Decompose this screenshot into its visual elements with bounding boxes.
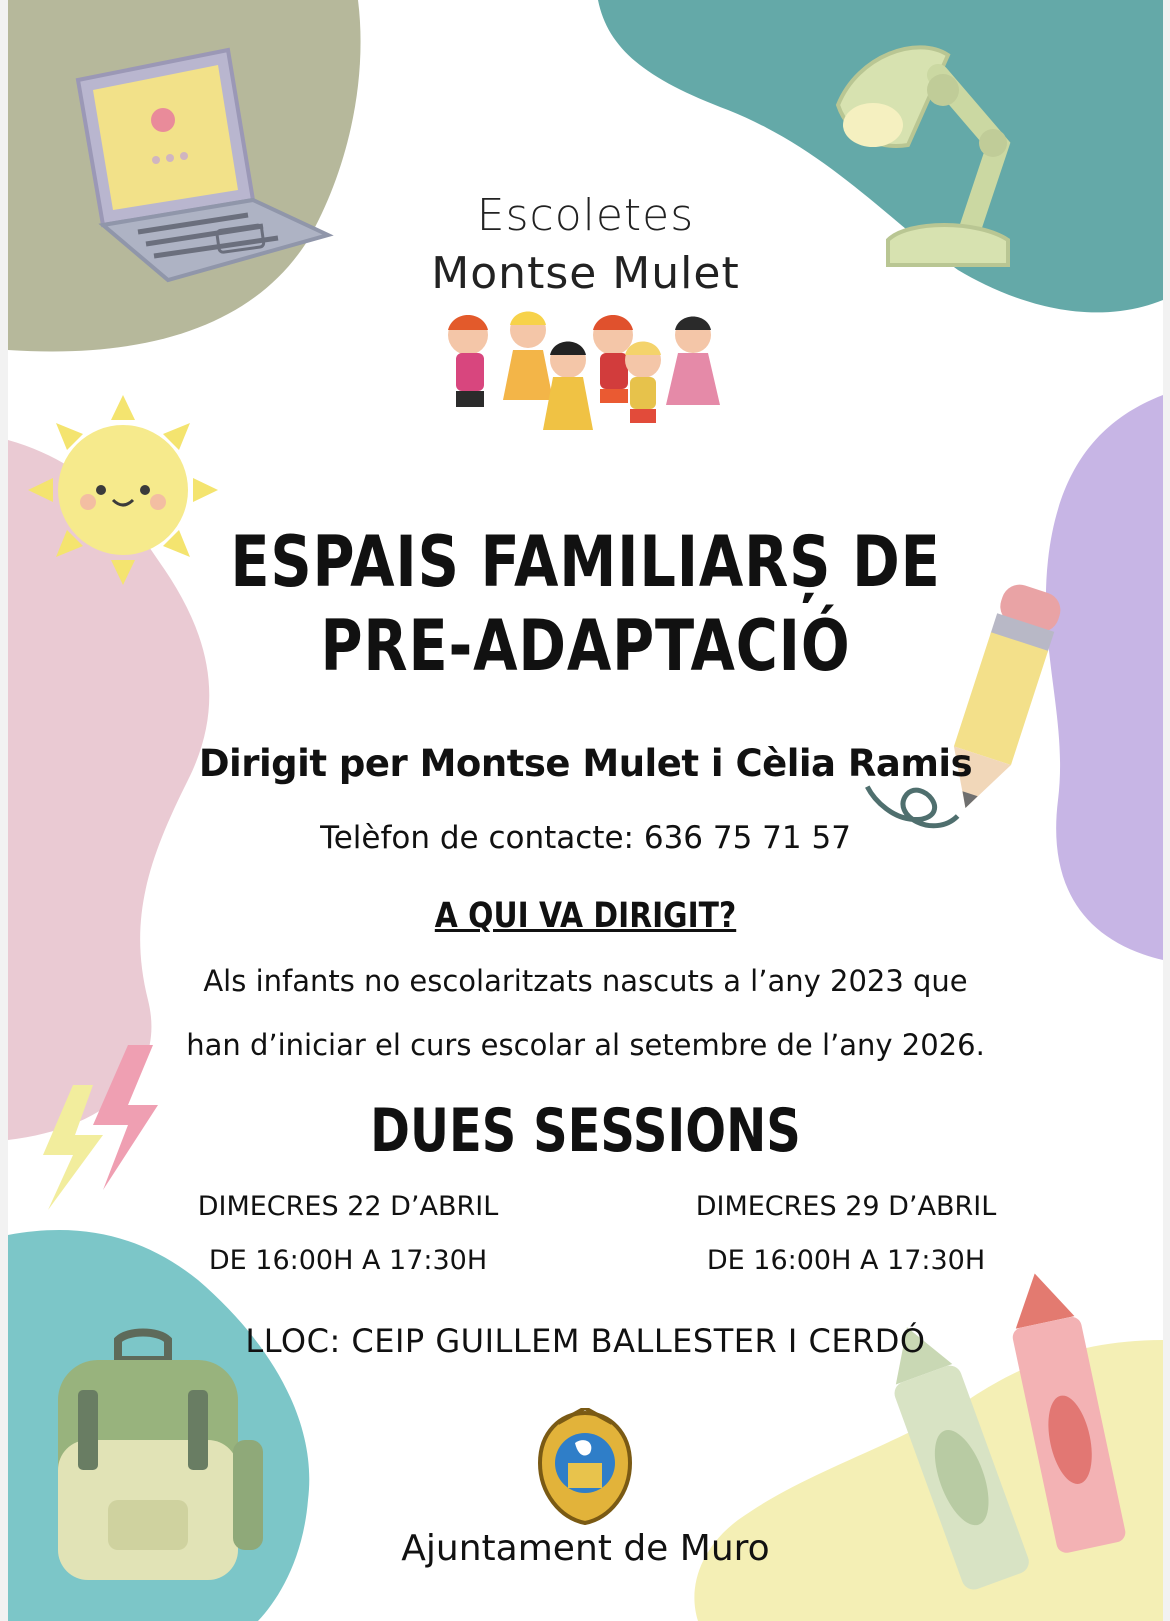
session-date: DIMECRES 29 D’ABRIL xyxy=(695,1191,997,1222)
audience-heading: A QUI VA DIRIGIT? xyxy=(434,896,737,936)
lavender-blob xyxy=(1046,395,1163,960)
child-figure xyxy=(543,342,593,431)
session-time: DE 16:00H A 17:30H xyxy=(208,1245,488,1276)
page-edge-left xyxy=(0,0,8,1621)
session-1 xyxy=(118,1180,578,1288)
contact-phone: Telèfon de contacte: 636 75 71 57 xyxy=(320,820,851,856)
child-figure xyxy=(448,315,488,407)
audience-line-1: Als infants no escolaritzats nascuts a l’any 2023 que xyxy=(203,964,968,998)
council-name: Ajuntament de Muro xyxy=(401,1528,770,1569)
child-figure xyxy=(625,342,661,424)
page-edge-right xyxy=(1163,0,1170,1621)
session-date: DIMECRES 22 D’ABRIL xyxy=(197,1191,499,1222)
session-2 xyxy=(616,1180,1076,1288)
session-time: DE 16:00H A 17:30H xyxy=(706,1245,986,1276)
poster xyxy=(8,0,1163,1621)
background-decoration xyxy=(8,0,1163,1621)
audience-line-2: han d’iniciar el curs escolar al setembre de l’any 2026. xyxy=(186,1028,985,1062)
brand-line-2: Montse Mulet xyxy=(431,248,740,299)
event-location: LLOC: CEIP GUILLEM BALLESTER I CERDÓ xyxy=(245,1322,926,1360)
children-illustration xyxy=(438,305,738,455)
title-line-1: ESPAIS FAMILIARȘ DE xyxy=(230,521,941,603)
sessions-heading: DUES SESSIONS xyxy=(370,1096,801,1166)
child-figure xyxy=(503,312,553,401)
brand-line-1: Escoletes xyxy=(476,190,695,241)
poster-title xyxy=(112,520,1059,688)
municipal-crest xyxy=(530,1408,640,1528)
child-figure xyxy=(666,317,720,406)
directed-by: Dirigit per Montse Mulet i Cèlia Ramis xyxy=(198,742,973,785)
title-line-2: PRE-ADAPTACIÓ xyxy=(320,605,851,687)
